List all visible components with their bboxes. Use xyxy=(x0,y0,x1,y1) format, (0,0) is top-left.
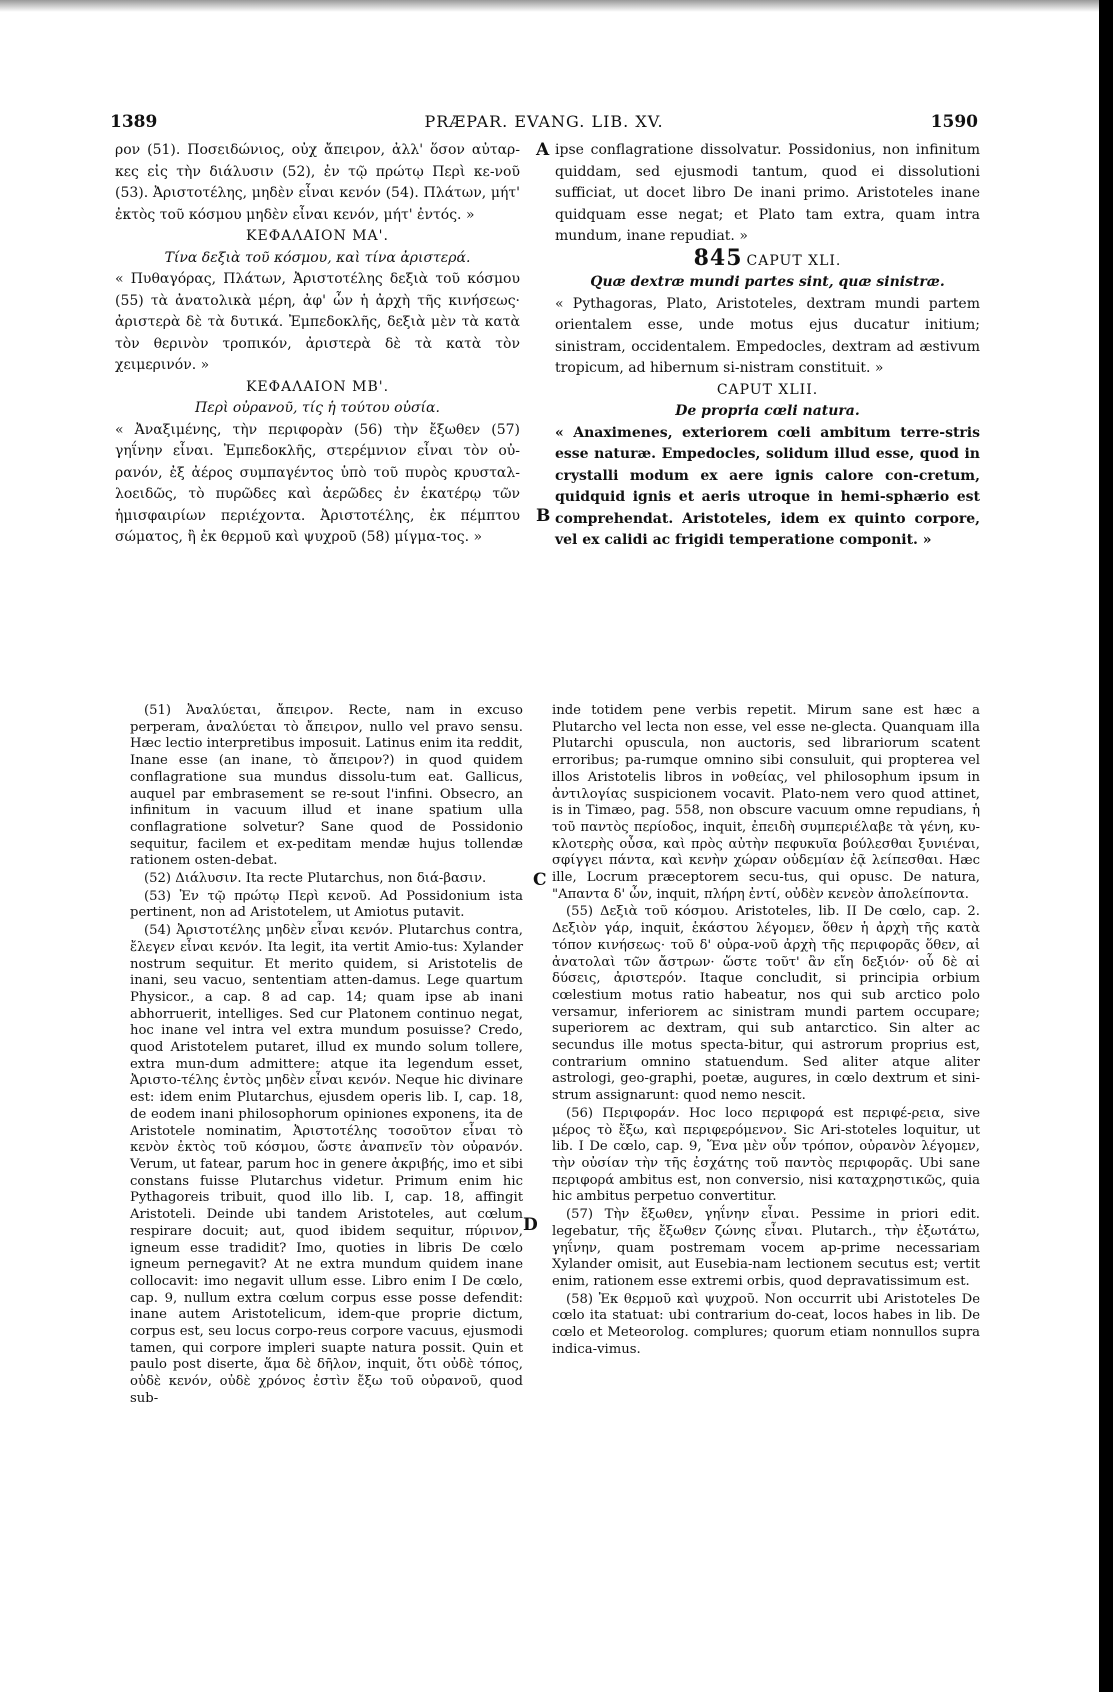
greek-chapter-subtitle-42: Περὶ οὐρανοῦ, τίς ἡ τούτου οὐσία. xyxy=(195,400,440,416)
greek-chapter-heading-41: ΚΕΦΑΛΑΙΟΝ ΜΑ'. xyxy=(246,228,389,244)
footnote-53: (53) Ἐν τῷ πρώτῳ Περὶ κενοῦ. Ad Possidonium ista pertinent, non ad Aristotelem, ut Amiotus putavit. xyxy=(130,888,523,921)
greek-paragraph-2: « Πυθαγόρας, Πλάτων, Ἀριστοτέλης δεξιὰ τοῦ κόσμου (55) τὰ ἀνατολικὰ μέρη, ἀφ' ὧν ἡ ἀρχὴ τῆς κινήσεως· ἀριστερὰ δὲ τὰ δυτικά. Ἐμπεδοκλῆς, δεξιὰ μὲν τὰ κατὰ τὸν θερινὸν τροπικόν, ἀριστερὰ δὲ τὰ κατὰ τὸν χειμερινόν. » xyxy=(115,271,520,373)
greek-paragraph-1: ρον (51). Ποσειδώνιος, οὐχ ἄπειρον, ἀλλ' ὅσον αὐταρ-κες εἰς τὴν διάλυσιν (52), ἐν τῷ πρώτῳ Περὶ κε-νοῦ (53). Ἀριστοτέλης, μηδὲν εἶναι κενόν (54). Πλάτων, μήτ' ἐκτὸς τοῦ κόσμου μηδὲν εἶναι κενόν, μήτ' ἐντός. » xyxy=(115,142,520,223)
footnotes-left-column xyxy=(130,703,523,1409)
latin-paragraph-2: « Pythagoras, Plato, Aristoteles, dextram mundi partem orientalem esse, unde motus ejus ducatur initium; sinistram, occidentalem. Empedocles, dextram ad æstivum tropicum, ad hibernum si-nistram constituit. » xyxy=(555,295,980,376)
footnote-51: (51) Ἀναλύεται, ἄπειρον. Recte, nam in excuso perperam, ἀναλύεται τὸ ἄπειρον, nullo vel pravo sensu. Hæc lectio interpretibus imposuit. Latinus enim ita reddit, Inane esse (an inane, τὸ ἄπειρον?) in quod quidem conflagratione sua mundus dissolu-tum eat. Gallicus, auquel par embrasement se re-sout l'infini. Obsecro, an infinitum in vacuum illud et inane spatium ulla conflagratione solvetur? Sane quod de Possidonio sequitur, facilem et ex-peditam mendæ hujus tollendæ rationem osten-debat. xyxy=(130,703,523,869)
footnote-57: (57) Τὴν ἔξωθεν, γηΐνην εἶναι. Pessime in priori edit. legebatur, τῆς ἔξωθεν ζώνης εἶναι. Plutarch., τὴν ἐξωτάτω, γηΐνην, quam postremam vocem ap-prime necessariam Xylander omisit, aut Eusebia-nam lectionem secutus est; vertit enim, rationem esse extremi orbis, quod depravatissimum est. xyxy=(552,1207,980,1289)
scan-top-edge xyxy=(0,0,1113,12)
page-number-left: 1389 xyxy=(110,112,158,132)
scan-right-edge xyxy=(1099,0,1113,1692)
latin-paragraph-1: ipse conflagratione dissolvatur. Possidonius, non infinitum quiddam, sed ejusmodi tantum, quod ei dissolutioni sufficiat, ut docet libro De inani primo. Aristoteles inane quidquam esse negat; et Plato tam extra, quam intra mundum, inane repudiat. » xyxy=(555,142,980,244)
greek-chapter-heading-42: ΚΕΦΑΛΑΙΟΝ ΜΒ'. xyxy=(245,378,390,395)
margin-letter-b: B xyxy=(536,506,551,526)
latin-chapter-heading-41 xyxy=(555,244,980,273)
margin-letter-d: D xyxy=(523,1215,538,1235)
latin-paragraph-3: « Anaximenes, exteriorem cœli ambitum terre-stris esse naturæ. Empedocles, solidum illud esse, quod in crystalli modum ex aere ignis calore con-cretum, quidquid ignis et aeris utroque in hemi-sphærio est comprehendat. Aristoteles, idem ex quinto corpore, vel ex calidi ac frigidi temperatione componit. » xyxy=(555,424,980,548)
footnotes-right-column xyxy=(552,703,980,1359)
footnote-58: (58) Ἐκ θερμοῦ καὶ ψυχροῦ. Non occurrit ubi Aristoteles De cœlo ita statuat: ubi contrarium do-ceat, locos habes in lib. De cœlo et Meteorolog. complures; quorum etiam nonnullos supra indica-vimus. xyxy=(552,1291,980,1357)
migne-column-number: 845 xyxy=(693,244,743,271)
latin-chapter-title-41: CAPUT XLI. xyxy=(746,252,842,269)
greek-chapter-subtitle-41: Τίνα δεξιὰ τοῦ κόσμου, καὶ τίνα ἀριστερά. xyxy=(164,249,471,266)
footnote-56: (56) Περιφοράν. Hoc loco περιφορά est περιφέ-ρεια, sive μέρος τὸ ἔξω, καὶ περιφερόμενον. Sic Ari-stoteles loquitur, ut lib. I De cœlo, cap. 9, Ἕνα μὲν οὖν τρόπον, οὐρανὸν λέγομεν, τὴν οὐσίαν τὴν τῆς ἐσχάτης τοῦ παντὸς περιφορᾶς. Ubi sane περιφορά ambitus est, non conversio, nisi καταχρηστικῶς, quia hic ambitus perpetuo convertitur. xyxy=(552,1105,980,1205)
latin-chapter-subtitle-42: De propria cœli natura. xyxy=(675,403,860,419)
margin-letter-c: C xyxy=(533,870,547,890)
page-number-right: 1590 xyxy=(930,112,978,132)
footnote-54-continued: inde totidem pene verbis repetit. Mirum sane est hæc a Plutarcho vel lecta non esse, vel esse ne-glecta. Quanquam illa Plutarchi opuscula, non auctoris, sed librariorum scatent erroribus; pa-rumque omnino sibi consuluit, qui propterea vel illos Aristotelis libros in νοθείας, vel philosophum ipsum in ἀντιλογίας suspicionem vocavit. Plato-nem vero quod attinet, is in Timæo, pag. 558, non obscure vacuum omne repudians, ἡ τοῦ παντὸς περίοδος, inquit, ἐπειδὴ συμπεριέλαβε τὰ γένη, κυ-κλοτερὴς οὖσα, καὶ πρὸς αὐτὴν πεφυκυῖα βούλεσθαι ξυνιέναι, σφίγγει πάντα, καὶ κενὴν χώραν οὐδεμίαν ἐᾷ λείπεσθαι. Hæc ille, Locrum præceptorem secu-tus, qui opusc. De natura, "Απαντα δ' ὦν, inquit, πλήρη ἐντί, οὐδὲν κενεὸν ἀπολείποντα. xyxy=(552,703,980,902)
footnote-55: (55) Δεξιὰ τοῦ κόσμου. Aristoteles, lib. II De cœlo, cap. 2. Δεξιὸν γάρ, inquit, ἑκάστου λέγομεν, ὅθεν ἡ ἀρχὴ τῆς κατὰ τόπον κινήσεως· τοῦ δ' οὐρα-νοῦ ἀρχὴ τῆς περιφορᾶς ὅθεν, αἱ ἀνατολαὶ τῶν ἄστρων· ὥστε τοῦτ' ἂν εἴη δεξιόν· οὗ δὲ αἱ δύσεις, ἀριστερόν. Itaque concludit, si principia orbium cœlestium motus ratio habeatur, nos qui sub arctico polo versamur, inferiorem ac sinistram mundi partem occupare; superiorem ac dextram, qui sub antarctico. Sin alter ac secundus ille motus specta-bitur, qui astrorum proprius est, contrarium omnino statuendum. Sed aliter atque aliter astrologi, geo-graphi, poetæ, augures, in cœlo dextrum et sini-strum assignarunt: quod nemo nescit. xyxy=(552,904,980,1104)
latin-column xyxy=(555,140,980,552)
page-header xyxy=(110,112,978,138)
footnote-54: (54) Ἀριστοτέλης μηδὲν εἶναι κενόν. Plutarchus contra, ἔλεγεν εἶναι κενόν. Ita legit, ita vertit Amio-tus: Xylander nostrum sequitur. Et merito quidem, si Aristotelis de inani, seu vacuo, sententiam atten-damus. Lege quartum Physicor., a cap. 8 ad cap. 14; quam ipse ab inani abhorruerit, intelliges. Sed cur Platonem continuo negat, hoc inane vel intra vel extra mundum posuisse? Credo, quod Aristotelem putaret, illud ex mundo solum tollere, extra mun-dum admittere: atque ita legendum esset, Ἀριστο-τέλης ἐντὸς μηδὲν εἶναι κενόν. Neque hic divinare est: idem enim Plutarchus, ejusdem operis lib. I, cap. 18, de eodem inani philosophorum opiniones exponens, ita de Aristotele nominatim, Ἀριστοτέλης τοσοῦτον εἶναι τὸ κενὸν ἐκτὸς τοῦ κόσμου, ὥστε ἀναπνεῖν τὸν οὐρανόν. Verum, ut fatear, parum hoc in genere ἀκριβής, imo et sibi constans fuisse Plutarchus videtur. Primum enim hic Pythagoreis tribuit, quod illo lib. I, cap. 18, affingit Aristoteli. Deinde ubi tandem Aristoteles, aut cœlum respirare docuit; aut, quod ibidem sequitur, πύρινον, igneum esse tradidit? Imo, quoties in libris De cœlo igneum pernegavit? At ne extra mundum quidem inane collocavit: imo negavit ullum esse. Libro enim I De cœlo, cap. 9, nullum extra cœlum corpus esse posse defendit: inane autem Aristotelicum, idem-que proprie dictum, corpus est, seu locus corpo-reus corpore vacuus, ejusmodi tamen, qui corpore impleri suapte natura possit. Quin et paulo post diserte, ἅμα δὲ δῆλον, inquit, ὅτι οὐδὲ τόπος, οὐδὲ κενόν, οὐδὲ χρόνος ἐστὶν ἔξω τοῦ οὐρανοῦ, quod sub- xyxy=(130,923,523,1406)
latin-chapter-heading-42: CAPUT XLII. xyxy=(716,381,819,398)
margin-letter-a: A xyxy=(536,140,550,160)
footnote-52: (52) Διάλυσιν. Ita recte Plutarchus, non διά-βασιν. xyxy=(144,871,487,887)
running-title: PRÆPAR. EVANG. LIB. XV. xyxy=(424,112,664,131)
greek-column xyxy=(115,140,520,549)
latin-chapter-subtitle-41: Quæ dextræ mundi partes sint, quæ sinistræ. xyxy=(590,274,945,290)
greek-paragraph-3: « Ἀναξιμένης, τὴν περιφορὰν (56) τὴν ἔξωθεν (57) γηΐνην εἶναι. Ἐμπεδοκλῆς, στερέμνιον εἶναι τὸν οὐ-ρανόν, ἐξ ἀέρος συμπαγέντος ὑπὸ τοῦ πυρὸς κρυσταλ-λοειδῶς, τὸ πυρῶδες καὶ ἀερῶδες ἐν ἑκατέρῳ τῶν ἡμισφαιρίων περιέχοντα. Ἀριστοτέλης, ἐκ πέμπτου σώματος, ἢ ἐκ θερμοῦ καὶ ψυχροῦ (58) μίγμα-τος. » xyxy=(115,421,520,545)
